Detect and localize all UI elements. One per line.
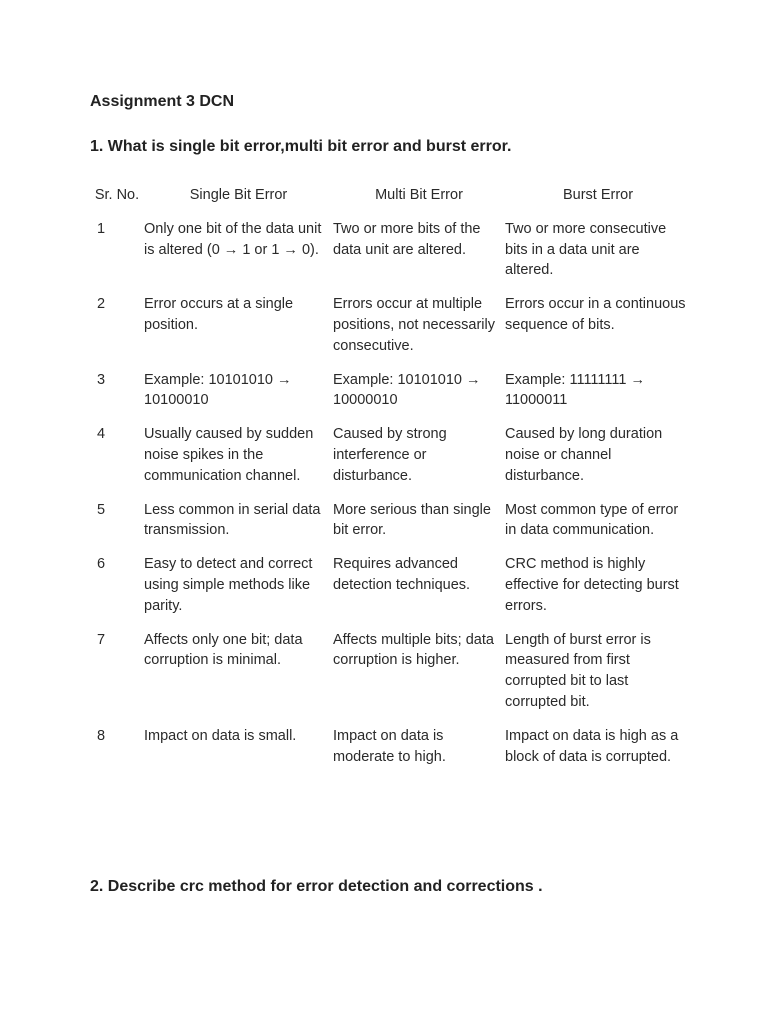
row-single-bit-cell: Error occurs at a single position. [144, 296, 294, 333]
row-burst-cell: Most common type of error in data communication. [505, 501, 679, 539]
row-burst-cell: Two or more consecutive bits in a data unit are altered. [505, 220, 667, 279]
table-header-row [90, 177, 691, 219]
table-row [90, 630, 691, 726]
row-multi-bit-cell: Example: 10101010 → 10000010 [333, 371, 481, 409]
row-single-bit-cell: Affects only one bit; data corruption is minimal. [144, 631, 303, 669]
row-burst-cell: Example: 11111111 → 11000011 [505, 371, 645, 409]
row-burst-cell: Errors occur in a continuous sequence of bits. [505, 296, 686, 333]
row-burst-cell: Length of burst error is measured from first corrupted bit to last corrupted bit. [505, 631, 651, 710]
row-sr-no: 3 [97, 371, 106, 388]
row-sr-no: 8 [97, 727, 106, 744]
row-single-bit-cell: Less common in serial data transmission. [144, 501, 321, 539]
table-row [90, 370, 691, 425]
row-burst-cell: Caused by long duration noise or channel disturbance. [505, 426, 663, 484]
header-burst-error: Burst Error [562, 187, 634, 203]
table-row [90, 294, 691, 369]
document-title: Assignment 3 DCN [90, 93, 235, 110]
row-multi-bit-cell: Caused by strong interference or disturbance. [333, 426, 447, 484]
row-sr-no: 2 [97, 296, 106, 313]
row-multi-bit-cell: Errors occur at multiple positions, not necessarily consecutive. [333, 296, 495, 354]
table-row [90, 219, 691, 294]
row-single-bit-cell: Usually caused by sudden noise spikes in the communication channel. [144, 426, 314, 484]
row-sr-no: 1 [97, 220, 106, 237]
row-burst-cell: CRC method is highly effective for detecting burst errors. [505, 556, 679, 614]
row-multi-bit-cell: Requires advanced detection techniques. [333, 556, 471, 593]
row-single-bit-cell: Example: 10101010 → 10100010 [144, 371, 292, 409]
row-sr-no: 5 [97, 501, 106, 518]
row-sr-no: 7 [97, 631, 106, 648]
table-row [90, 424, 691, 499]
header-single-bit-error: Single Bit Error [189, 187, 288, 203]
error-comparison-table [90, 177, 691, 780]
table-row [90, 554, 691, 629]
row-sr-no: 4 [97, 426, 106, 443]
row-sr-no: 6 [97, 556, 106, 573]
table-row [90, 726, 691, 781]
header-multi-bit-error: Multi Bit Error [375, 187, 463, 203]
question-1-heading: 1. What is single bit error,multi bit error and burst error. [90, 138, 512, 155]
question-2-heading: 2. Describe crc method for error detection and corrections . [90, 878, 543, 895]
row-multi-bit-cell: Affects multiple bits; data corruption is higher. [333, 631, 494, 669]
header-sr-no: Sr. No. [94, 187, 140, 203]
row-single-bit-cell: Impact on data is small. [144, 727, 297, 744]
row-multi-bit-cell: More serious than single bit error. [333, 501, 491, 539]
row-burst-cell: Impact on data is high as a block of data is corrupted. [505, 727, 679, 765]
row-multi-bit-cell: Two or more bits of the data unit are altered. [333, 220, 481, 258]
row-multi-bit-cell: Impact on data is moderate to high. [333, 727, 446, 765]
row-single-bit-cell: Only one bit of the data unit is altered (0 → 1 or 1 → 0). [144, 220, 322, 258]
table-row [90, 500, 691, 555]
row-single-bit-cell: Easy to detect and correct using simple methods like parity. [144, 556, 313, 614]
